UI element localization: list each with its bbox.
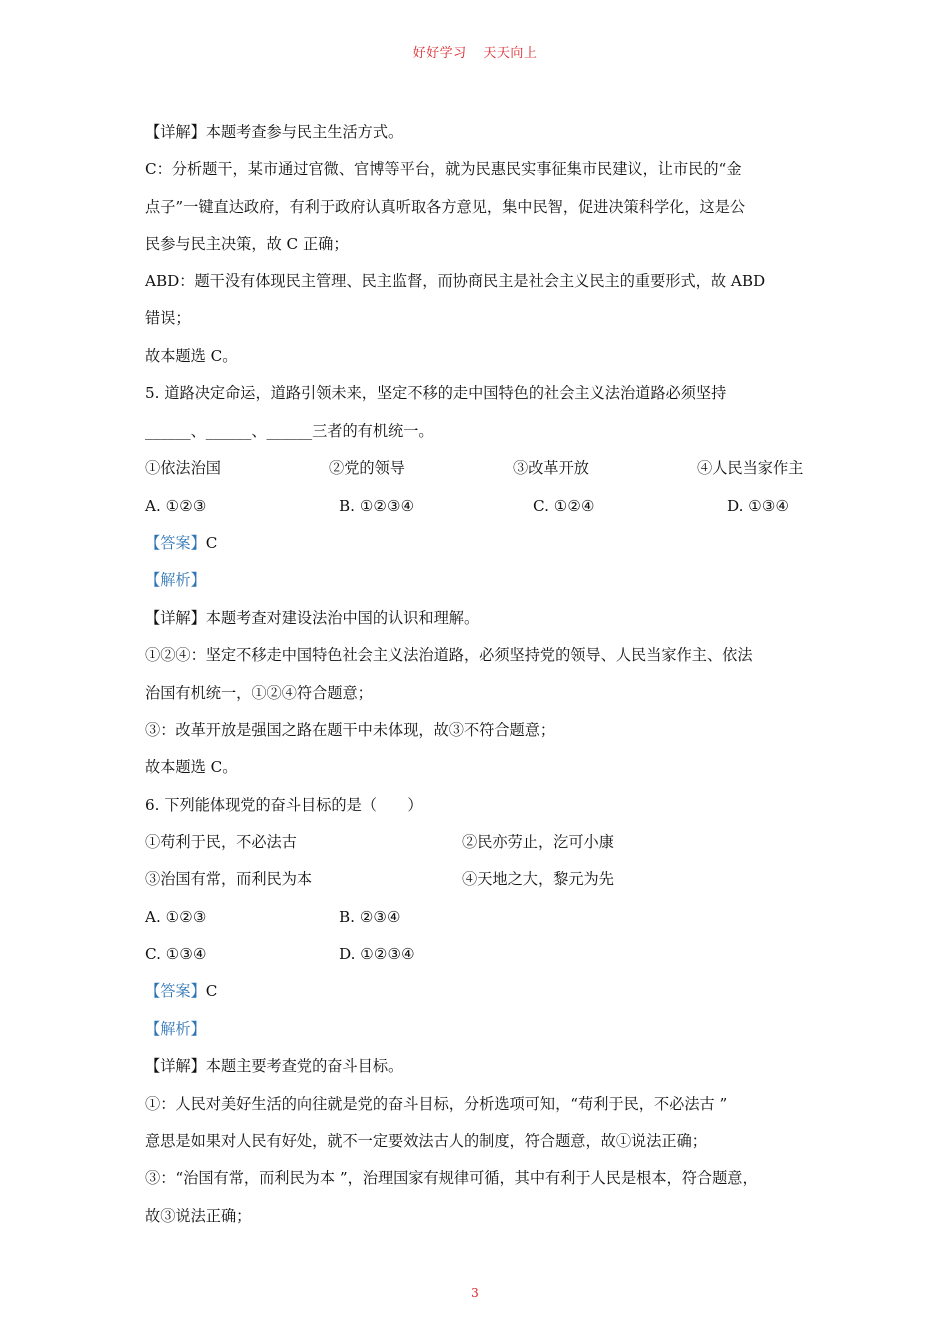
list-item: ②民亦劳止，汔可小康	[462, 833, 614, 851]
paragraph-line: 故③说法正确；	[145, 1207, 252, 1225]
question-items	[145, 869, 815, 889]
paragraph-line: 意思是如果对人民有好处，就不一定要效法古人的制度，符合题意，故①说法正确；	[145, 1132, 707, 1150]
page-header	[0, 42, 950, 61]
question-items	[145, 832, 815, 852]
list-item: ④人民当家作主	[697, 459, 804, 477]
question-stem: 5. 道路决定命运，道路引领未来，坚定不移的走中国特色的社会主义法治道路必须坚持	[145, 384, 727, 402]
paragraph-line: ABD：题干没有体现民主管理、民主监督，而协商民主是社会主义民主的重要形式，故 ABD	[145, 272, 766, 290]
answer-label: 【答案】	[145, 982, 206, 1000]
list-item: ①依法治国	[145, 459, 221, 477]
option-b: B. ②③④	[339, 908, 401, 926]
option-d: D. ①②③④	[339, 945, 415, 963]
option-a: A. ①②③	[145, 908, 207, 926]
detail-heading: 【详解】本题考查对建设法治中国的认识和理解。	[145, 609, 480, 627]
conclusion-line: 故本题选 C。	[145, 758, 238, 776]
answer-value: C	[205, 534, 218, 552]
list-item: ④天地之大，黎元为先	[462, 870, 614, 888]
paragraph-line: ①②④：坚定不移走中国特色社会主义法治道路，必须坚持党的领导、人民当家作主、依法	[145, 646, 753, 664]
option-c: C. ①②④	[533, 497, 595, 515]
question-stem: ______、______、______三者的有机统一。	[145, 422, 434, 440]
paragraph-line: 治国有机统一，①②④符合题意；	[145, 684, 373, 702]
analysis-heading: 【解析】	[145, 1020, 206, 1038]
option-a: A. ①②③	[145, 497, 207, 515]
answer-value: C	[205, 982, 218, 1000]
paragraph-line: 点子”一键直达政府，有利于政府认真听取各方意见，集中民智，促进决策科学化，这是公	[145, 198, 746, 216]
list-item: ③治国有常，而利民为本	[145, 870, 313, 888]
paragraph-line: ③：改革开放是强国之路在题干中未体现，故③不符合题意；	[145, 721, 556, 739]
paragraph-line: ③：“治国有常，而利民为本 ”，治理国家有规律可循，其中有利于人民是根本，符合题意，	[145, 1169, 758, 1187]
answer-options	[145, 907, 815, 927]
question-items	[145, 458, 815, 478]
option-b: B. ①②③④	[339, 497, 415, 515]
page-number: 3	[471, 1286, 479, 1300]
list-item: ③改革开放	[513, 459, 589, 477]
paragraph-line: 民参与民主决策，故 C 正确；	[145, 235, 349, 253]
option-d: D. ①③④	[727, 497, 790, 515]
conclusion-line: 故本题选 C。	[145, 347, 238, 365]
answer-line	[145, 981, 815, 1001]
answer-options	[145, 944, 815, 964]
list-item: ①苟利于民，不必法古	[145, 833, 297, 851]
header-right: 天天向上	[483, 46, 538, 61]
detail-heading: 【详解】本题主要考查党的奋斗目标。	[145, 1057, 404, 1075]
header-left: 好好学习	[412, 46, 467, 61]
list-item: ②党的领导	[329, 459, 405, 477]
answer-line	[145, 533, 815, 553]
paragraph-line: ①：人民对美好生活的向往就是党的奋斗目标，分析选项可知，“苟利于民，不必法古 ”	[145, 1095, 728, 1113]
option-c: C. ①③④	[145, 945, 207, 963]
paragraph-line: C：分析题干，某市通过官微、官博等平台，就为民惠民实事征集市民建议，让市民的“金	[145, 160, 742, 178]
answer-label: 【答案】	[145, 534, 206, 552]
question-stem: 6. 下列能体现党的奋斗目标的是（ ）	[145, 796, 423, 814]
analysis-heading: 【解析】	[145, 571, 206, 589]
answer-options	[145, 496, 815, 516]
paragraph-line: 错误；	[145, 309, 191, 327]
detail-heading: 【详解】本题考查参与民主生活方式。	[145, 123, 404, 141]
